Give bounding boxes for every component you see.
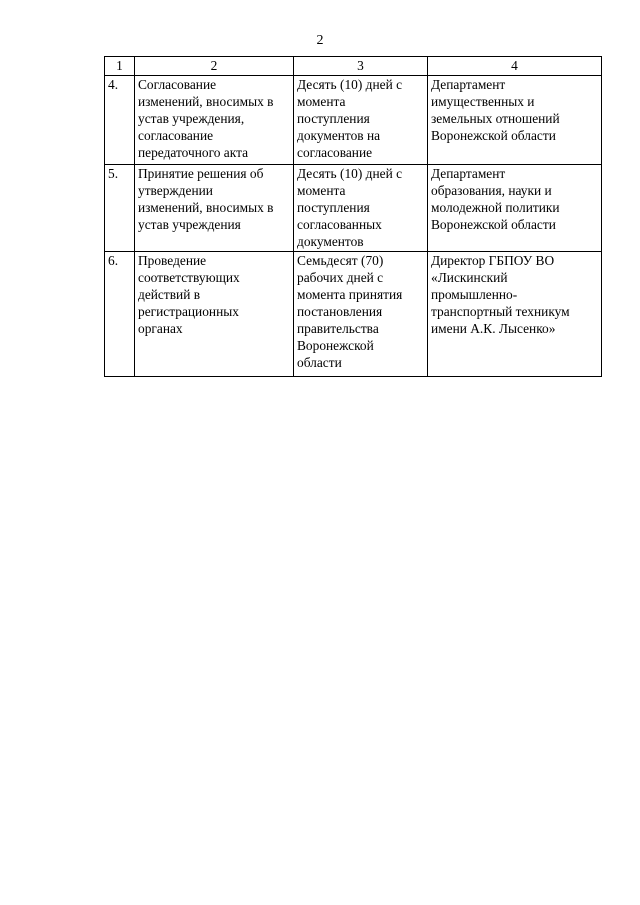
- action-text-line: устав учреждения,: [138, 111, 245, 126]
- action-text-line: Проведение: [138, 253, 207, 268]
- deadline-text-line: рабочих дней с: [297, 270, 384, 285]
- responsible-cell: [428, 165, 602, 252]
- action-text-line: органах: [138, 321, 183, 336]
- table-header-row: [105, 57, 602, 76]
- deadline-text-line: момента принятия: [297, 287, 403, 302]
- action-text-line: Принятие решения об: [138, 166, 264, 181]
- row-number: 5.: [105, 165, 135, 252]
- responsible-text-line: образования, науки и: [431, 183, 552, 198]
- deadline-text-line: постановления: [297, 304, 383, 319]
- deadline-text-line: поступления: [297, 200, 370, 215]
- deadline-text-line: области: [297, 355, 342, 370]
- deadline-text-line: документов: [297, 234, 364, 249]
- responsible-text-line: «Лискинский: [431, 270, 508, 285]
- deadline-cell: [294, 76, 428, 165]
- action-cell: [135, 252, 294, 377]
- deadline-cell: [294, 252, 428, 377]
- responsible-text-line: молодежной политики: [431, 200, 560, 215]
- responsible-text-line: земельных отношений: [431, 111, 560, 126]
- row-number: 6.: [105, 252, 135, 377]
- responsible-cell: [428, 76, 602, 165]
- column-header-deadline: 3: [294, 57, 428, 76]
- column-header-action: 2: [135, 57, 294, 76]
- deadline-cell: [294, 165, 428, 252]
- action-text-line: изменений, вносимых в: [138, 200, 274, 215]
- responsible-text-line: транспортный техникум: [431, 304, 570, 319]
- responsible-text-line: Департамент: [431, 77, 506, 92]
- responsible-text-line: Воронежской области: [431, 128, 556, 143]
- action-text-line: согласование: [138, 128, 214, 143]
- action-text-line: изменений, вносимых в: [138, 94, 274, 109]
- responsible-text-line: промышленно-: [431, 287, 518, 302]
- plan-table: [104, 56, 602, 377]
- action-cell: [135, 165, 294, 252]
- column-header-number: 1: [105, 57, 135, 76]
- responsible-cell: [428, 252, 602, 377]
- action-text-line: действий в: [138, 287, 201, 302]
- deadline-text-line: Воронежской: [297, 338, 374, 353]
- action-text-line: Согласование: [138, 77, 217, 92]
- action-text-line: утверждении: [138, 183, 213, 198]
- deadline-text-line: документов на: [297, 128, 381, 143]
- action-cell: [135, 76, 294, 165]
- action-text-line: соответствующих: [138, 270, 240, 285]
- deadline-text-line: поступления: [297, 111, 370, 126]
- deadline-text-line: момента: [297, 94, 346, 109]
- row-number: 4.: [105, 76, 135, 165]
- deadline-text-line: согласование: [297, 145, 373, 160]
- responsible-text-line: имущественных и: [431, 94, 535, 109]
- table-row: [105, 76, 602, 165]
- table-row: [105, 165, 602, 252]
- responsible-text-line: Директор ГБПОУ ВО: [431, 253, 555, 268]
- responsible-text-line: имени А.К. Лысенко»: [431, 321, 556, 336]
- deadline-text-line: правительства: [297, 321, 379, 336]
- table-row: [105, 252, 602, 377]
- deadline-text-line: Семьдесят (70): [297, 253, 384, 268]
- page-number: 2: [316, 33, 324, 48]
- deadline-text-line: Десять (10) дней с: [297, 77, 403, 92]
- responsible-text-line: Департамент: [431, 166, 506, 181]
- action-text-line: устав учреждения: [138, 217, 241, 232]
- action-text-line: передаточного акта: [138, 145, 249, 160]
- responsible-text-line: Воронежской области: [431, 217, 556, 232]
- column-header-responsible: 4: [428, 57, 602, 76]
- deadline-text-line: Десять (10) дней с: [297, 166, 403, 181]
- action-text-line: регистрационных: [138, 304, 239, 319]
- deadline-text-line: момента: [297, 183, 346, 198]
- deadline-text-line: согласованных: [297, 217, 382, 232]
